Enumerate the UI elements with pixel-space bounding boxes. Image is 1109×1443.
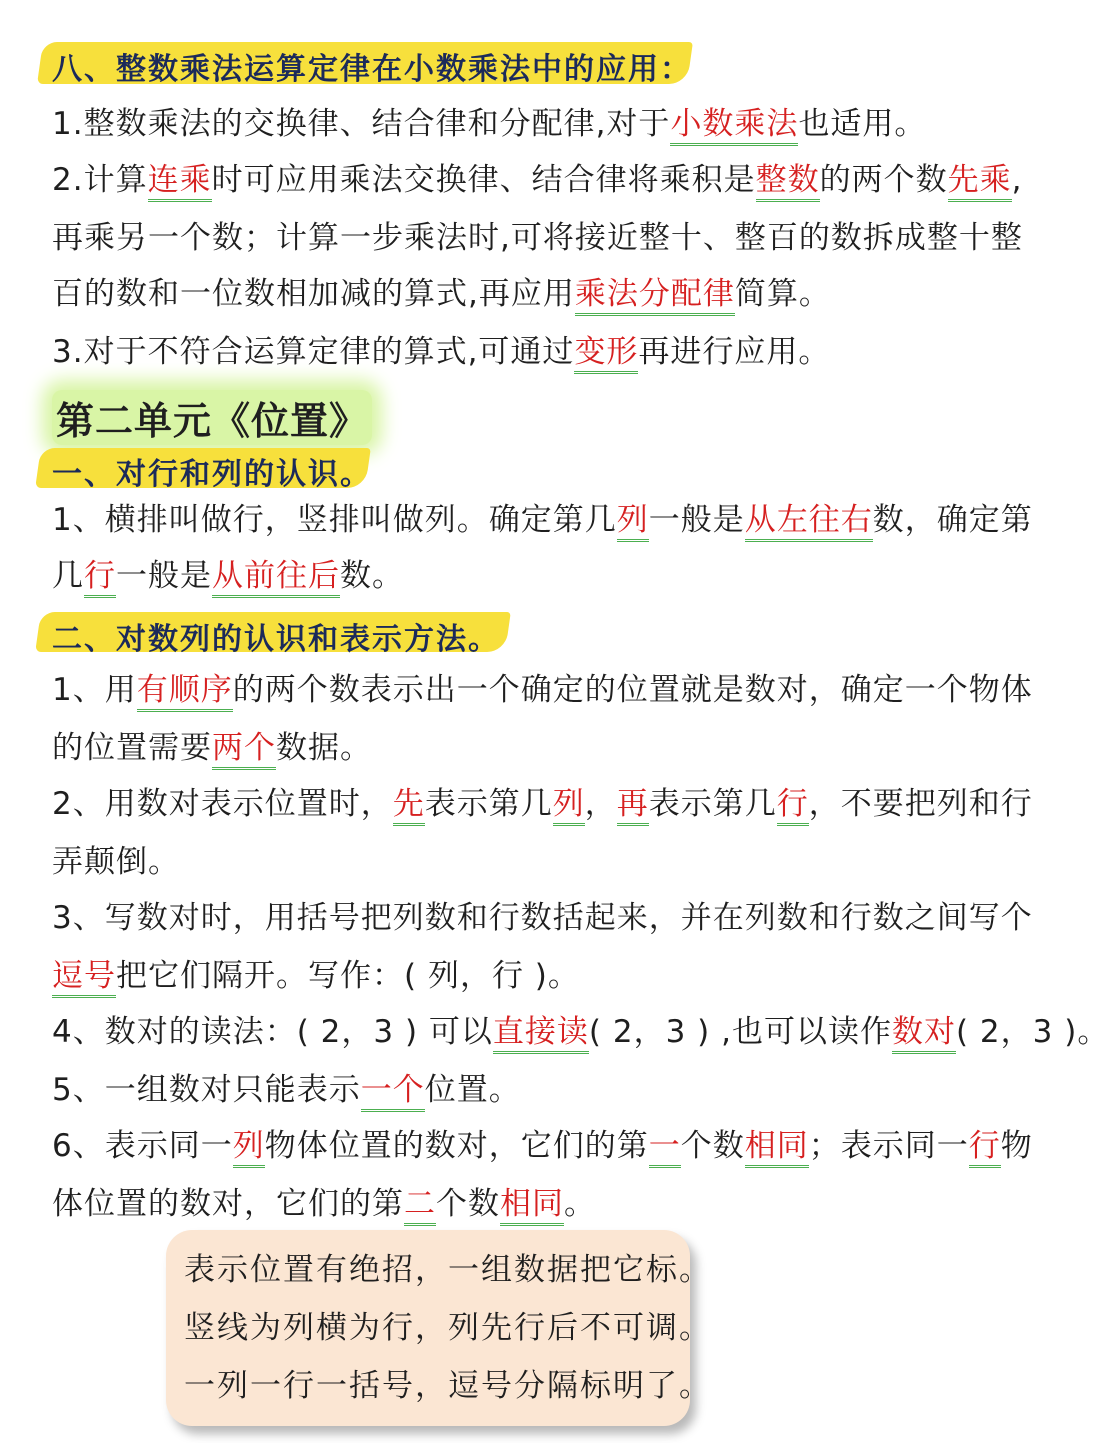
paragraph-line: 2.计算连乘时可应用乘法交换律、结合律将乘积是整数的两个数先乘,	[52, 160, 1022, 200]
paragraph-line: 3.对于不符合运算定律的算式,可通过变形再进行应用。	[52, 332, 830, 372]
keyword: 逗号	[52, 958, 116, 998]
keyword: 整数	[756, 162, 820, 202]
unit-title: 第二单元《位置》	[52, 390, 372, 445]
section-heading: 一、对行和列的认识。	[52, 457, 372, 492]
paragraph-line: 百的数和一位数相加减的算式,再应用乘法分配律简算。	[52, 274, 831, 314]
rhyme-line: 竖线为列横为行，列先行后不可调。	[184, 1310, 712, 1346]
rhyme-line: 表示位置有绝招，一组数据把它标。	[184, 1252, 712, 1288]
paragraph-line: 1、横排叫做行，竖排叫做列。确定第几列一般是从左往右数，确定第	[52, 500, 1033, 540]
keyword: 行	[84, 558, 116, 598]
paragraph-line: 3、写数对时，用括号把列数和行数括起来，并在列数和行数之间写个	[52, 900, 1033, 936]
keyword: 先乘	[948, 162, 1012, 202]
paragraph-line: 弄颠倒。	[52, 844, 180, 880]
section-heading: 二、对数列的认识和表示方法。	[52, 622, 500, 657]
paragraph-line: 5、一组数对只能表示一个位置。	[52, 1070, 521, 1110]
keyword: 相同	[500, 1186, 564, 1226]
keyword: 直接读	[493, 1014, 589, 1054]
paragraph-line: 几行一般是从前往后数。	[52, 556, 404, 596]
keyword: 连乘	[148, 162, 212, 202]
keyword: 变形	[574, 334, 638, 374]
paragraph-line: 1、用有顺序的两个数表示出一个确定的位置就是数对，确定一个物体	[52, 670, 1033, 710]
keyword: 乘法分配律	[575, 276, 735, 316]
paragraph-line: 4、数对的读法：( 2，3 ) 可以直接读( 2，3 ) ,也可以读作数对( 2，3 )。	[52, 1012, 1109, 1052]
keyword: 先	[393, 786, 425, 826]
keyword: 列	[617, 502, 649, 542]
paragraph-line: 2、用数对表示位置时，先表示第几列，再表示第几行，不要把列和行	[52, 784, 1033, 824]
keyword: 数对	[892, 1014, 956, 1054]
keyword: 二	[404, 1186, 436, 1226]
keyword: 列	[553, 786, 585, 826]
keyword: 相同	[745, 1128, 809, 1168]
rhyme-line: 一列一行一括号，逗号分隔标明了。	[184, 1368, 712, 1404]
keyword: 一	[649, 1128, 681, 1168]
paragraph-line: 1.整数乘法的交换律、结合律和分配律,对于小数乘法也适用。	[52, 104, 926, 144]
paragraph-line: 体位置的数对，它们的第二个数相同。	[52, 1184, 596, 1224]
keyword: 再	[617, 786, 649, 826]
keyword: 行	[969, 1128, 1001, 1168]
section-heading: 八、整数乘法运算定律在小数乘法中的应用：	[52, 52, 692, 87]
keyword: 一个	[361, 1072, 425, 1112]
paragraph-line: 6、表示同一列物体位置的数对，它们的第一个数相同；表示同一行物	[52, 1126, 1033, 1166]
paragraph-line: 再乘另一个数；计算一步乘法时,可将接近整十、整百的数拆成整十整	[52, 220, 1023, 256]
paragraph-line: 逗号把它们隔开。写作：( 列，行 )。	[52, 956, 580, 996]
keyword: 行	[777, 786, 809, 826]
keyword: 从左往右	[745, 502, 873, 542]
paragraph-line: 的位置需要两个数据。	[52, 728, 372, 768]
keyword: 有顺序	[137, 672, 233, 712]
keyword: 两个	[212, 730, 276, 770]
keyword: 从前往后	[212, 558, 340, 598]
keyword: 列	[233, 1128, 265, 1168]
keyword: 小数乘法	[670, 106, 798, 146]
